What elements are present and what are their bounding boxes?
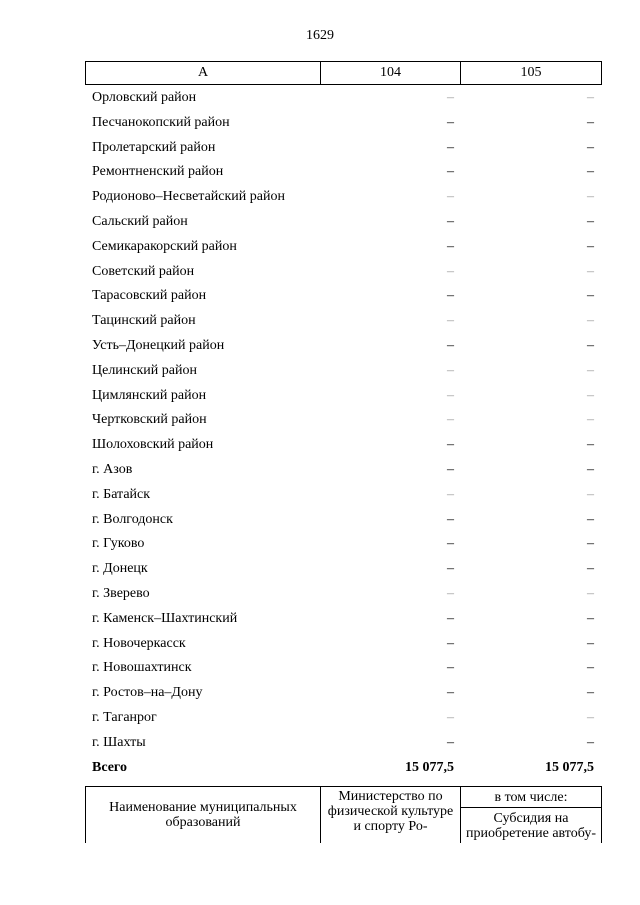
row-value-104: – [447,362,454,378]
row-value-105: – [587,164,594,180]
header-col-104: 104 [321,62,461,85]
header-col-a: А [86,62,321,85]
table-row [85,185,600,210]
row-value-105: – [587,412,594,428]
table-header [85,61,602,85]
row-name: г. Шахты [92,734,146,750]
row-value-104: – [447,139,454,155]
row-value-104: – [447,337,454,353]
row-value-105: – [587,585,594,601]
row-value-105: – [587,734,594,750]
row-name: Тацинский район [92,313,196,329]
row-name: Семикаракорский район [92,238,237,254]
row-name: Советский район [92,263,195,279]
row-value-105: – [587,685,594,701]
row-value-105: – [587,263,594,279]
row-name: г. Каменск–Шахтинский [92,610,238,626]
row-name: г. Волгодонск [92,511,173,527]
row-value-105: – [587,139,594,155]
row-name: Песчанокопский район [92,114,230,130]
row-value-105: – [587,387,594,403]
footer-col-a-text: Наименование муниципальных образований [109,800,297,830]
row-value-105: – [587,437,594,453]
header-col-105: 105 [461,62,602,85]
row-name: г. Таганрог [92,709,157,725]
row-value-104: – [447,561,454,577]
row-name: г. Ростов–на–Дону [92,685,203,701]
row-value-105: – [587,635,594,651]
row-value-105: – [587,362,594,378]
row-value-104: – [447,114,454,130]
row-value-105: – [587,709,594,725]
row-value-104: – [447,164,454,180]
row-value-105: – [587,313,594,329]
row-value-104: – [447,486,454,502]
row-name: г. Азов [92,461,133,477]
footer-col-b-text: Министерство по физической культуре и спорту Ро- [327,789,454,834]
row-value-104: – [447,610,454,626]
footer-col-c-bottom-text: Субсидия на приобретение автобу- [465,811,596,841]
row-value-105: – [587,213,594,229]
row-value-104: – [447,437,454,453]
row-value-104: – [447,412,454,428]
row-name: Ремонтненский район [92,164,224,180]
table-row [85,359,600,384]
table-row [85,656,600,681]
table-row [85,607,600,632]
row-value-104: – [447,511,454,527]
row-value-104: – [447,660,454,676]
total-row [85,756,600,781]
row-value-104: – [447,263,454,279]
row-value-104: – [447,585,454,601]
page-number: 1629 [306,28,334,43]
row-value-104: – [447,387,454,403]
row-value-105: – [587,610,594,626]
table-row [85,111,600,136]
row-name: г. Батайск [92,486,151,502]
row-name: Шолоховский район [92,437,214,453]
row-value-105: – [587,114,594,130]
row-name: Цимлянский район [92,387,207,403]
table-row [85,284,600,309]
table-row [85,557,600,582]
row-value-104: – [447,536,454,552]
footer-col-a [86,787,321,844]
row-value-104: – [447,90,454,105]
table-repeat-header [85,786,602,843]
table-row [85,309,600,334]
row-value-105: – [587,337,594,353]
row-value-104: – [447,685,454,701]
row-value-104: – [447,709,454,725]
row-value-104: – [447,313,454,329]
row-value-104: – [447,461,454,477]
row-name: Родионово–Несветайский район [92,189,285,205]
table-row [85,681,600,706]
row-name: Чертковский район [92,412,207,428]
table-row [85,458,600,483]
table-body [85,86,600,780]
row-name: Орловский район [92,90,197,105]
table-row [85,706,600,731]
table-row [85,731,600,756]
table-row [85,582,600,607]
row-value-104: – [447,288,454,304]
total-label: Всего [92,759,127,775]
row-name: г. Донецк [92,561,148,577]
row-name: Целинский район [92,362,197,378]
row-value-105: – [587,461,594,477]
row-name: г. Зверево [92,585,150,601]
footer-col-c-bottom [461,808,602,844]
table-row [85,160,600,185]
row-value-105: – [587,238,594,254]
table-row [85,136,600,161]
row-value-105: – [587,660,594,676]
row-value-105: – [587,189,594,205]
row-value-105: – [587,511,594,527]
row-name: г. Новочеркасск [92,635,186,651]
row-name: Усть–Донецкий район [92,337,225,353]
table-row [85,483,600,508]
table-row [85,384,600,409]
row-name: Сальский район [92,213,188,229]
row-name: г. Новошахтинск [92,660,192,676]
total-value-105: 15 077,5 [545,759,594,775]
row-value-104: – [447,189,454,205]
table-row [85,632,600,657]
table-row [85,334,600,359]
footer-col-c-top: в том числе: [461,787,602,808]
row-value-104: – [447,734,454,750]
table-row [85,508,600,533]
row-value-104: – [447,213,454,229]
row-value-105: – [587,561,594,577]
table-row [85,433,600,458]
row-value-105: – [587,288,594,304]
row-name: Тарасовский район [92,288,207,304]
total-value-104: 15 077,5 [405,759,454,775]
table-row [85,235,600,260]
row-value-105: – [587,90,594,105]
row-value-104: – [447,635,454,651]
row-value-105: – [587,536,594,552]
table-row [85,86,600,111]
footer-col-b [321,787,461,844]
row-name: Пролетарский район [92,139,216,155]
table-row [85,532,600,557]
table-row [85,408,600,433]
row-name: г. Гуково [92,536,145,552]
table-row [85,260,600,285]
table-row [85,210,600,235]
row-value-105: – [587,486,594,502]
row-value-104: – [447,238,454,254]
